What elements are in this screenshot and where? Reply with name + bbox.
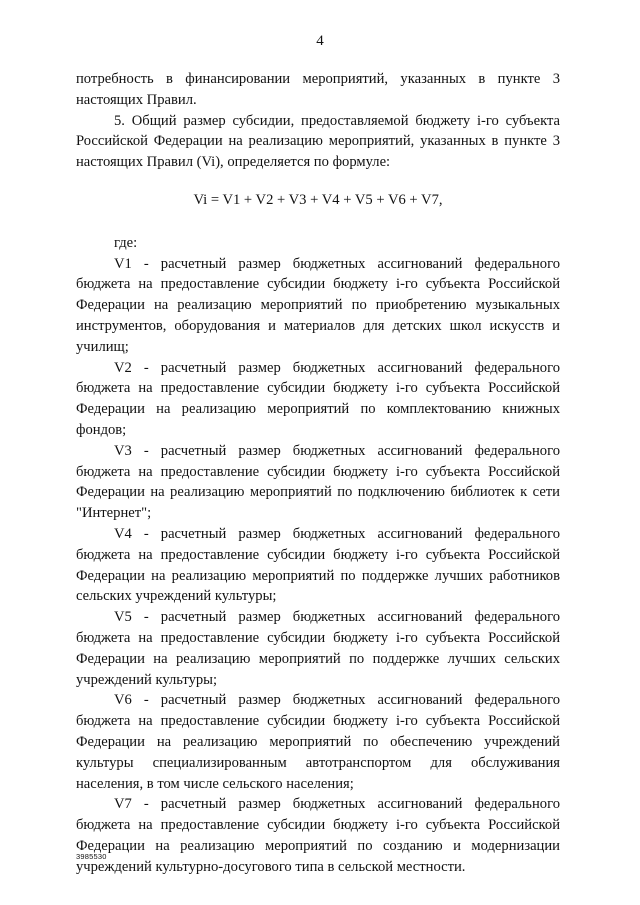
page-number: 4 [316, 33, 324, 49]
point-5-paragraph: 5. Общий размер субсидии, предоставляемой бюджету i-го субъекта Российской Федерации на реализацию мероприятий, указанных в пункте 3 настоящих Правил (Vi), определяется по формуле: [76, 112, 560, 171]
definition-v6: V6 - расчетный размер бюджетных ассигнований федерального бюджета на предоставление субсидии бюджету i-го субъекта Российской Федерации на реализацию мероприятий по обеспечению учреждений культуры специализированным автотранспортом для обслуживания населения, в том числе сельского населения; [76, 692, 560, 792]
document-code: 3985530 [76, 852, 107, 861]
formula: Vi = V1 + V2 + V3 + V4 + V5 + V6 + V7, [193, 191, 443, 208]
continuation-paragraph: потребность в финансировании мероприятий, указанных в пункте 3 настоящих Правил. [76, 71, 560, 108]
where-label: где: [114, 234, 138, 251]
definition-v5: V5 - расчетный размер бюджетных ассигнований федерального бюджета на предоставление субсидии бюджету i-го субъекта Российской Федерации на реализацию мероприятий по поддержке лучших сельских учреждений культуры; [76, 609, 560, 688]
definition-v7: V7 - расчетный размер бюджетных ассигнований федерального бюджета на предоставление субсидии бюджету i-го субъекта Российской Федерации на реализацию мероприятий по созданию и модернизации учреждений культурно-досугового типа в сельской местности. [76, 796, 560, 875]
definition-v3: V3 - расчетный размер бюджетных ассигнований федерального бюджета на предоставление субсидии бюджету i-го субъекта Российской Федерации на реализацию мероприятий по подключению библиотек к сети "Интернет"; [76, 442, 560, 522]
definition-v4: V4 - расчетный размер бюджетных ассигнований федерального бюджета на предоставление субсидии бюджету i-го субъекта Российской Федерации на реализацию мероприятий по поддержке лучших работников сельских учреждений культуры; [76, 525, 560, 605]
definition-v1: V1 - расчетный размер бюджетных ассигнований федерального бюджета на предоставление субсидии бюджету i-го субъекта Российской Федерации на реализацию мероприятий по приобретению музыкальных инструментов, оборудования и материалов для детских школ искусств и училищ; [76, 255, 560, 355]
definition-v2: V2 - расчетный размер бюджетных ассигнований федерального бюджета на предоставление субсидии бюджету i-го субъекта Российской Федерации на реализацию мероприятий по комплектованию книжных фондов; [76, 359, 560, 438]
document-body [76, 69, 560, 877]
